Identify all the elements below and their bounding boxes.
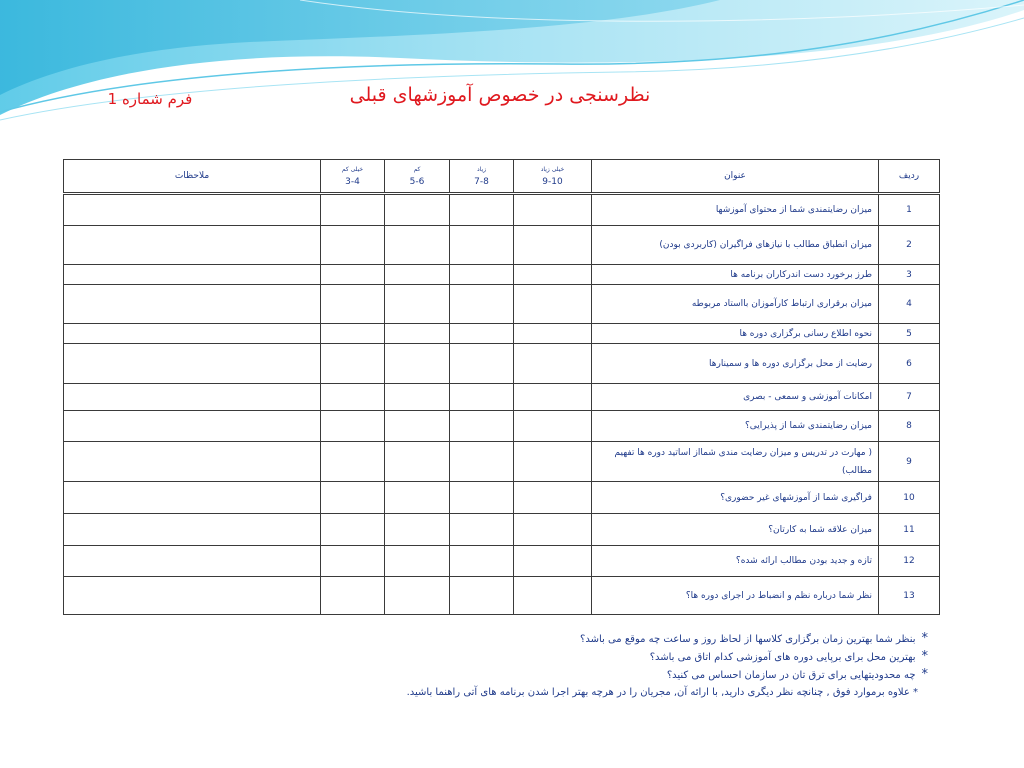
- row-number: 6: [879, 344, 940, 384]
- rating-cell-low[interactable]: [385, 514, 450, 546]
- header-notes: ملاحظات: [64, 160, 321, 194]
- rating-cell-low[interactable]: [385, 546, 450, 577]
- notes-cell[interactable]: [64, 546, 321, 577]
- question-text: میزان انطباق مطالب با نیازهای فراگیران (کاربردی بودن): [592, 226, 879, 265]
- notes-cell[interactable]: [64, 344, 321, 384]
- rating-cell-very-low[interactable]: [321, 194, 385, 226]
- note-line: [200, 684, 928, 702]
- notes-cell[interactable]: [64, 384, 321, 411]
- bullet-star-icon: *: [921, 631, 928, 646]
- question-text: نظر شما درباره نظم و انضباط در اجرای دوره ها؟: [592, 577, 879, 615]
- rating-cell-very-high[interactable]: [514, 265, 592, 285]
- rating-cell-very-high[interactable]: [514, 411, 592, 442]
- rating-cell-very-high[interactable]: [514, 226, 592, 265]
- rating-range: 5-6: [409, 177, 425, 187]
- question-text: طرز برخورد دست اندرکاران برنامه ها: [592, 265, 879, 285]
- rating-cell-high[interactable]: [450, 442, 514, 482]
- rating-cell-very-low[interactable]: [321, 324, 385, 344]
- rating-cell-low[interactable]: [385, 411, 450, 442]
- table-row: [64, 324, 940, 344]
- page-title: نظرسنجی در خصوص آموزشهای قبلی: [349, 84, 651, 106]
- rating-cell-very-low[interactable]: [321, 285, 385, 324]
- rating-cell-low[interactable]: [385, 226, 450, 265]
- notes-section: [200, 630, 928, 702]
- notes-cell[interactable]: [64, 285, 321, 324]
- question-text: امکانات آموزشی و سمعی - بصری: [592, 384, 879, 411]
- row-number: 4: [879, 285, 940, 324]
- table-row: [64, 546, 940, 577]
- rating-cell-low[interactable]: [385, 285, 450, 324]
- row-number: 11: [879, 514, 940, 546]
- note-text: بنظر شما بهترین زمان برگزاری کلاسها از لحاظ روز و ساعت چه موقع می باشد؟: [580, 634, 916, 645]
- rating-cell-high[interactable]: [450, 226, 514, 265]
- rating-cell-low[interactable]: [385, 384, 450, 411]
- table-row: [64, 482, 940, 514]
- rating-cell-low[interactable]: [385, 265, 450, 285]
- rating-cell-high[interactable]: [450, 285, 514, 324]
- rating-cell-very-low[interactable]: [321, 411, 385, 442]
- question-text: میزان رضایتمندی شما از محتوای آموزشها: [592, 194, 879, 226]
- question-text: تازه و جدید بودن مطالب ارائه شده؟: [592, 546, 879, 577]
- rating-level: زیاد: [476, 166, 487, 173]
- question-text: نحوه اطلاع رسانی برگزاری دوره ها: [592, 324, 879, 344]
- row-number: 12: [879, 546, 940, 577]
- table-row: [64, 577, 940, 615]
- rating-level: کم: [413, 166, 421, 173]
- rating-level: خیلی زیاد: [540, 166, 565, 173]
- notes-cell[interactable]: [64, 442, 321, 482]
- rating-cell-very-high[interactable]: [514, 482, 592, 514]
- rating-cell-very-high[interactable]: [514, 546, 592, 577]
- rating-cell-high[interactable]: [450, 194, 514, 226]
- rating-cell-very-high[interactable]: [514, 384, 592, 411]
- row-number: 10: [879, 482, 940, 514]
- table-row: [64, 265, 940, 285]
- rating-cell-very-high[interactable]: [514, 514, 592, 546]
- rating-cell-high[interactable]: [450, 384, 514, 411]
- table-row: [64, 411, 940, 442]
- table-header-row: [64, 160, 940, 194]
- form-number: فرم شماره 1: [107, 90, 193, 108]
- rating-cell-very-low[interactable]: [321, 577, 385, 615]
- note-line: [200, 666, 928, 684]
- header-rating-low: [385, 160, 450, 194]
- notes-cell[interactable]: [64, 482, 321, 514]
- table-row: [64, 384, 940, 411]
- header-rating-very-low: [321, 160, 385, 194]
- rating-cell-high[interactable]: [450, 577, 514, 615]
- rating-cell-very-low[interactable]: [321, 442, 385, 482]
- rating-cell-very-high[interactable]: [514, 344, 592, 384]
- rating-range: 7-8: [474, 177, 489, 187]
- note-text: * علاوه برموارد فوق , چنانچه نظر دیگری دارید, با ارائه آن, مجریان را در هرچه بهتر اجرا شدن برنامه های آتی راهنما باشید.: [406, 687, 918, 698]
- rating-range: 9-10: [542, 177, 563, 187]
- rating-cell-high[interactable]: [450, 344, 514, 384]
- table-row: [64, 442, 940, 482]
- note-text: بهترین محل برای برپایی دوره های آموزشی کدام اتاق می باشد؟: [649, 652, 916, 663]
- rating-cell-low[interactable]: [385, 442, 450, 482]
- notes-cell[interactable]: [64, 324, 321, 344]
- rating-cell-very-low[interactable]: [321, 482, 385, 514]
- rating-cell-very-high[interactable]: [514, 194, 592, 226]
- question-text: رضایت از محل برگزاری دوره ها و سمینارها: [592, 344, 879, 384]
- rating-cell-high[interactable]: [450, 411, 514, 442]
- table-row: [64, 514, 940, 546]
- notes-cell[interactable]: [64, 514, 321, 546]
- rating-cell-high[interactable]: [450, 546, 514, 577]
- row-number: 1: [879, 194, 940, 226]
- note-line: [200, 648, 928, 666]
- notes-cell[interactable]: [64, 194, 321, 226]
- rating-range: 3-4: [345, 177, 360, 187]
- row-number: 2: [879, 226, 940, 265]
- rating-level: خیلی کم: [341, 166, 364, 173]
- rating-cell-very-low[interactable]: [321, 384, 385, 411]
- rating-cell-very-low[interactable]: [321, 344, 385, 384]
- rating-cell-high[interactable]: [450, 324, 514, 344]
- bullet-star-icon: *: [921, 667, 928, 682]
- header-rating-very-high: [514, 160, 592, 194]
- notes-cell[interactable]: [64, 577, 321, 615]
- rating-cell-high[interactable]: [450, 265, 514, 285]
- row-number: 5: [879, 324, 940, 344]
- rating-cell-very-low[interactable]: [321, 226, 385, 265]
- note-line: [200, 630, 928, 648]
- rating-cell-low[interactable]: [385, 482, 450, 514]
- rating-cell-high[interactable]: [450, 514, 514, 546]
- rating-cell-low[interactable]: [385, 344, 450, 384]
- notes-cell[interactable]: [64, 411, 321, 442]
- table-row: [64, 194, 940, 226]
- row-number: 8: [879, 411, 940, 442]
- bullet-star-icon: *: [921, 649, 928, 664]
- wave-background: [0, 0, 1024, 140]
- rating-cell-very-high[interactable]: [514, 577, 592, 615]
- notes-cell[interactable]: [64, 226, 321, 265]
- rating-cell-very-high[interactable]: [514, 285, 592, 324]
- rating-cell-very-high[interactable]: [514, 442, 592, 482]
- rating-cell-very-low[interactable]: [321, 546, 385, 577]
- row-number: 3: [879, 265, 940, 285]
- question-text: فراگیری شما از آموزشهای غیر حضوری؟: [592, 482, 879, 514]
- rating-cell-very-low[interactable]: [321, 514, 385, 546]
- rating-cell-low[interactable]: [385, 194, 450, 226]
- rating-cell-very-low[interactable]: [321, 265, 385, 285]
- question-text: میزان علاقه شما به کارتان؟: [592, 514, 879, 546]
- rating-cell-high[interactable]: [450, 482, 514, 514]
- table-row: [64, 226, 940, 265]
- question-text: ( مهارت در تدریس و میزان رضایت مندی شمااز اساتید دوره ها تفهیم مطالب): [592, 442, 879, 482]
- header-subject: عنوان: [592, 160, 879, 194]
- rating-cell-low[interactable]: [385, 577, 450, 615]
- row-number: 9: [879, 442, 940, 482]
- question-text: میزان رضایتمندی شما از پذیرایی؟: [592, 411, 879, 442]
- notes-cell[interactable]: [64, 265, 321, 285]
- row-number: 13: [879, 577, 940, 615]
- header-rating-high: [450, 160, 514, 194]
- table-row: [64, 285, 940, 324]
- rating-cell-very-high[interactable]: [514, 324, 592, 344]
- survey-table: [63, 159, 940, 615]
- row-number: 7: [879, 384, 940, 411]
- rating-cell-low[interactable]: [385, 324, 450, 344]
- table-row: [64, 344, 940, 384]
- header-row-no: ردیف: [879, 160, 940, 194]
- note-text: چه محدودیتهایی برای ترق تان در سازمان احساس می کنید؟: [666, 670, 916, 681]
- question-text: میزان برقراری ارتباط کارآموزان بااستاد مربوطه: [592, 285, 879, 324]
